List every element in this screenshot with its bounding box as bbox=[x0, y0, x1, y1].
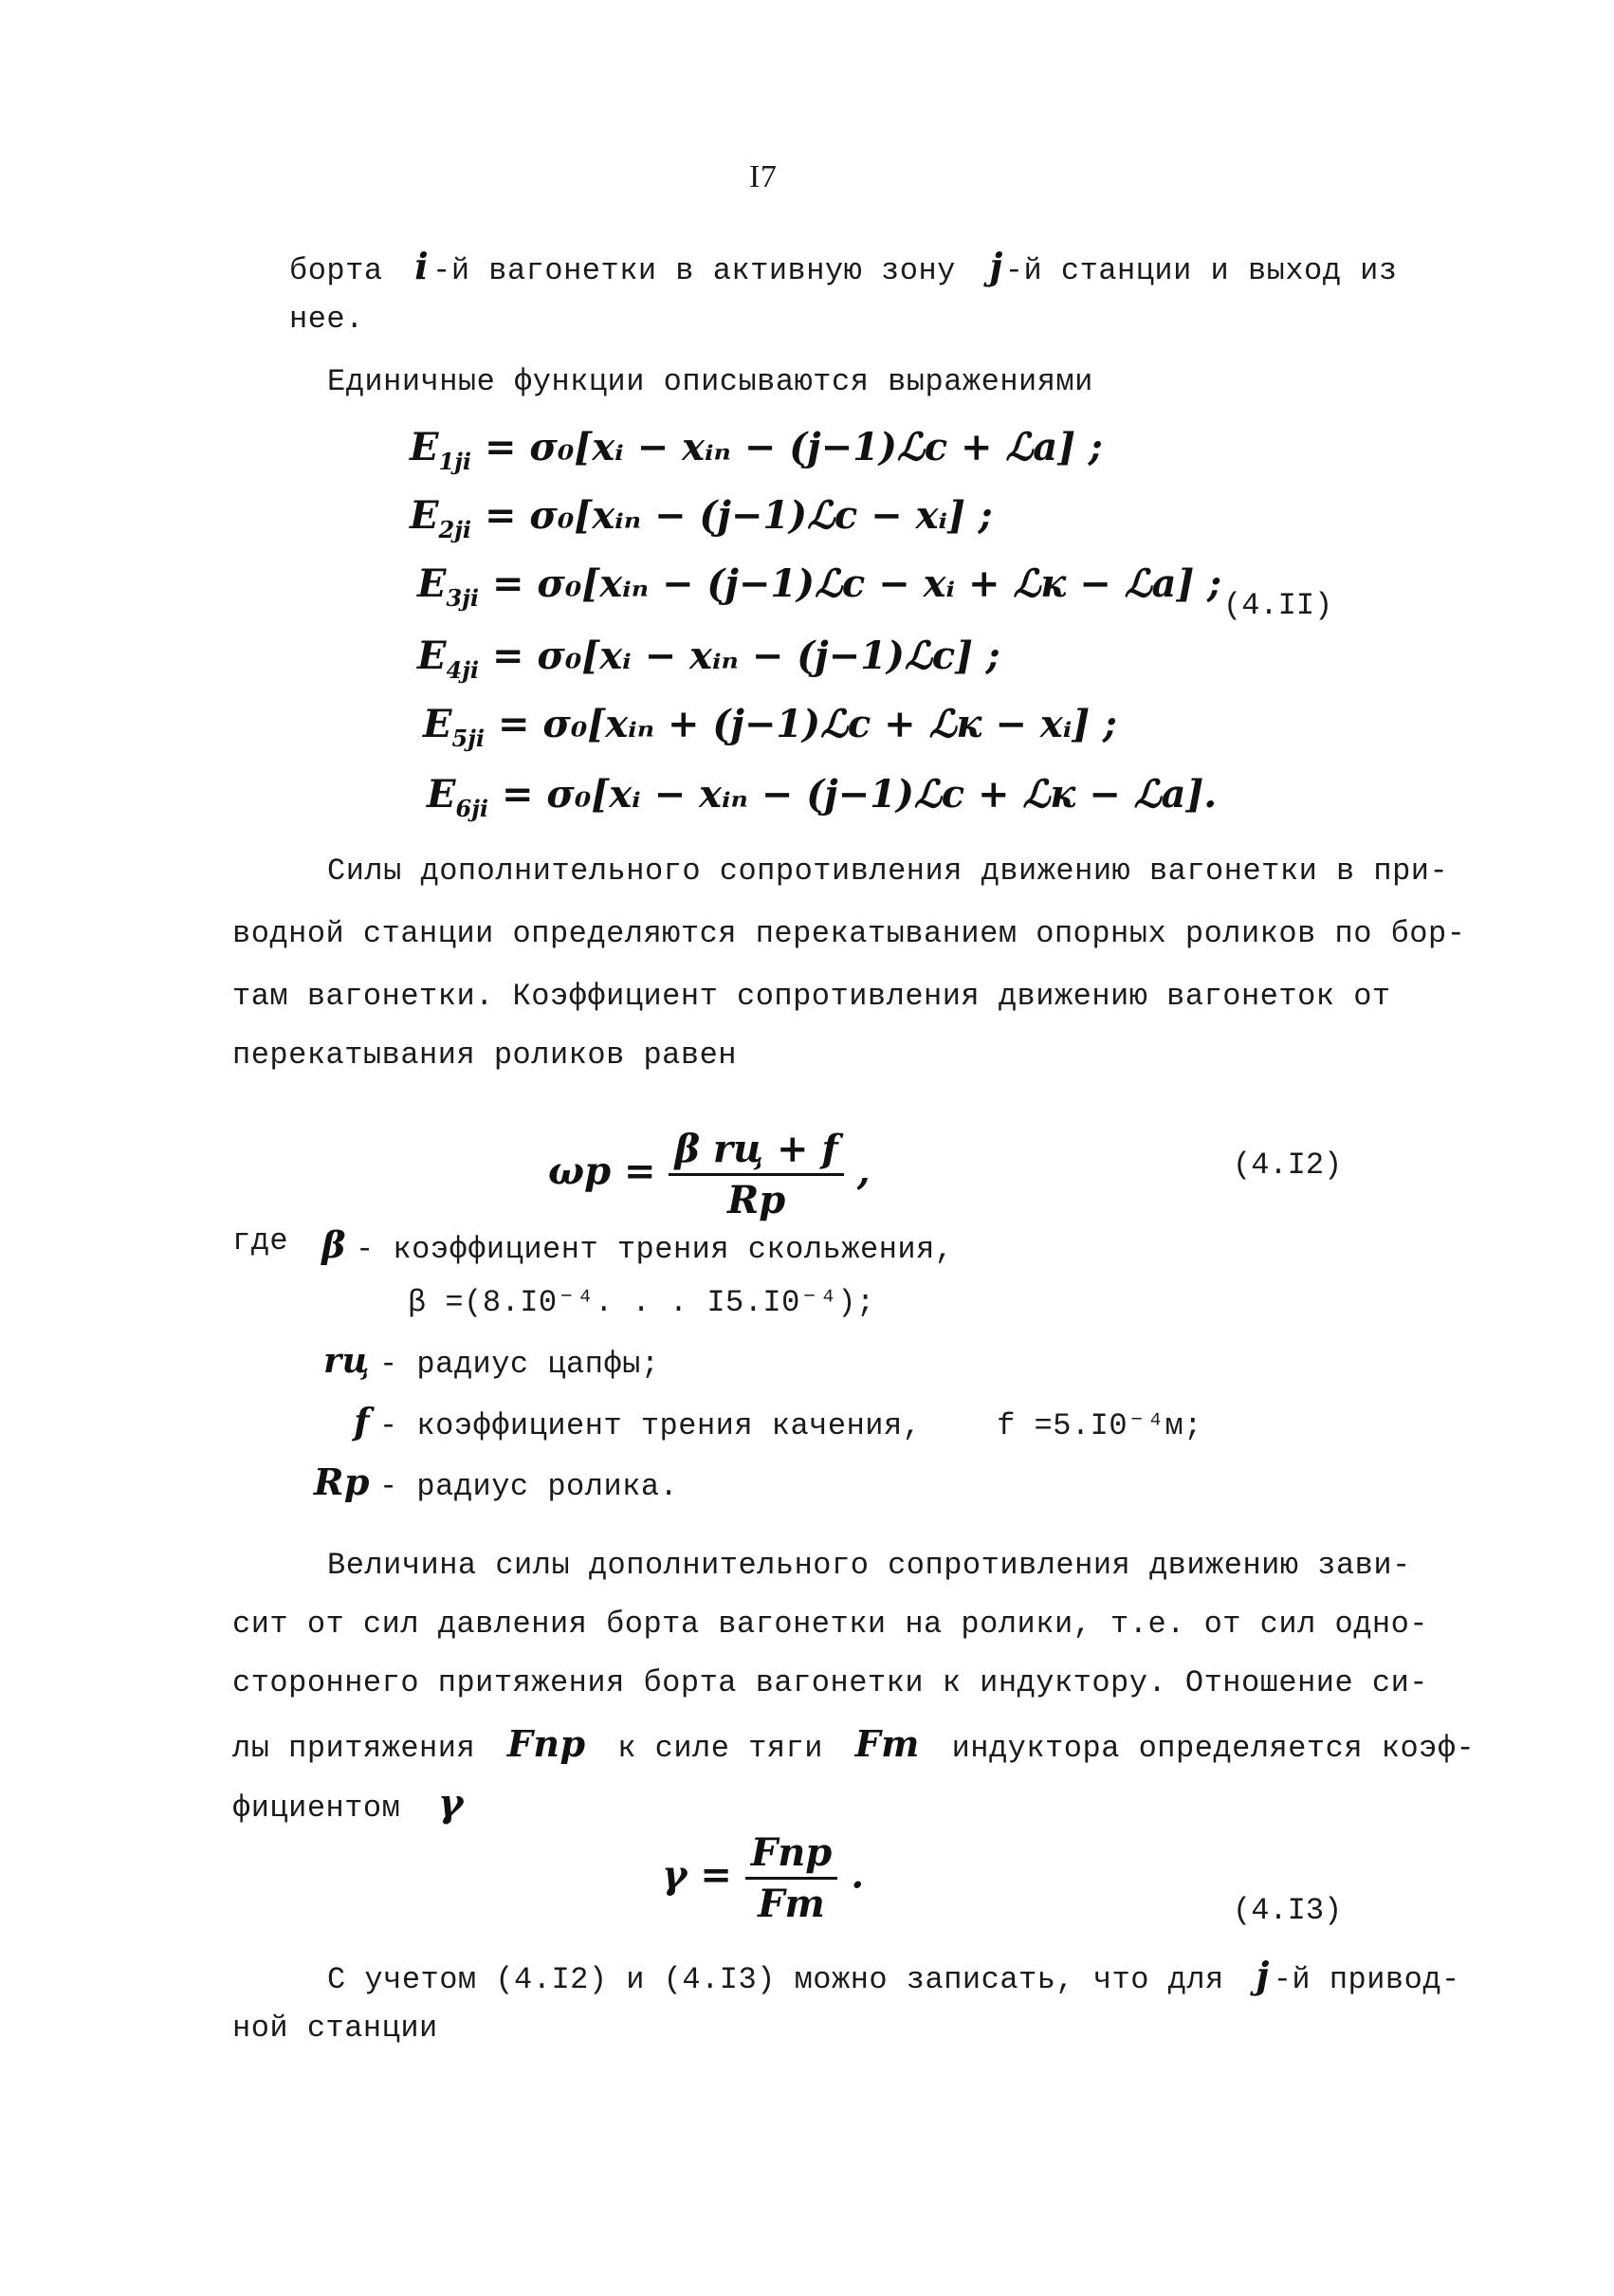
symbol-f: f bbox=[354, 1400, 370, 1442]
para3-line1: Силы дополнительного сопротивления движению вагонетки в при- bbox=[327, 854, 1449, 889]
eq-row-6: $E_{6ji}$ = σ₀[xᵢ − xᵢₙ − (j−1)ℒc + ℒк − ℒa]. bbox=[427, 772, 1218, 822]
eq413-numerator: Fпр bbox=[745, 1830, 837, 1880]
legend-item-beta: β - коэффициент трения скольжения, bbox=[289, 1223, 954, 1267]
para4-line4: лы притяжения Fпр к силе тяги Fт индуктора определяется коэф- bbox=[232, 1722, 1476, 1766]
para4-line1: Величина силы дополнительного сопротивления движению зави- bbox=[327, 1548, 1411, 1583]
symbol-F-t: Fт bbox=[854, 1722, 920, 1765]
para4-line3: стороннего притяжения борта вагонетки к индуктору. Отношение си- bbox=[232, 1665, 1428, 1700]
eq-number-4-I2: (4.I2) bbox=[1233, 1148, 1343, 1183]
symbol-gamma: γ bbox=[438, 1781, 464, 1826]
eq-number-4-II: (4.II) bbox=[1223, 588, 1333, 623]
para1-text-c: -й станции и выход из bbox=[1004, 253, 1398, 288]
var-j-2: j bbox=[1256, 1954, 1270, 1996]
para2-line: Единичные функции описываются выражениями bbox=[327, 364, 1093, 399]
eq-row-1: $E_{1ji}$ = σ₀[xᵢ − xᵢₙ − (j−1)ℒc + ℒa] ; bbox=[410, 425, 1103, 475]
eq412-fraction bbox=[669, 1127, 843, 1222]
para3-line3: там вагонетки. Коэффициент сопротивления движению вагонеток от bbox=[232, 979, 1391, 1014]
legend-f-value: f =5.I0⁻⁴м; bbox=[997, 1408, 1202, 1443]
eq-row-4: $E_{4ji}$ = σ₀[xᵢ − xᵢₙ − (j−1)ℒc] ; bbox=[417, 634, 1000, 684]
para5-line2: ной станции bbox=[232, 2011, 438, 2046]
legend-item-f: f - коэффициент трения качения, f =5.I0⁻⁴м; bbox=[313, 1400, 1202, 1443]
legend-item-rp: Rp - радиус ролика. bbox=[313, 1460, 679, 1504]
eq-row-2: $E_{2ji}$ = σ₀[xᵢₙ − (j−1)ℒc − xᵢ] ; bbox=[410, 493, 993, 543]
legend-where: где bbox=[232, 1223, 289, 1258]
para1-line1 bbox=[289, 245, 1398, 288]
var-i: i bbox=[414, 245, 430, 287]
eq412-tail: , bbox=[856, 1148, 871, 1194]
eq413-lhs: γ = bbox=[662, 1852, 732, 1898]
legend-item-r: rц - радиус цапфы; bbox=[313, 1341, 660, 1382]
para3-line2: водной станции определяются перекатыванием опорных роликов по бор- bbox=[232, 916, 1466, 951]
symbol-R-p: Rp bbox=[313, 1460, 370, 1503]
eq412-numerator: β rц + f bbox=[669, 1127, 843, 1176]
eq-4-I2 bbox=[548, 1127, 871, 1222]
symbol-F-pr: Fпр bbox=[506, 1722, 586, 1765]
para1-line2: нее. bbox=[289, 302, 364, 337]
para4-line2: сит от сил давления борта вагонетки на ролики, т.е. от сил одно- bbox=[232, 1607, 1428, 1642]
eq-row-3: $E_{3ji}$ = σ₀[xᵢₙ − (j−1)ℒc − xᵢ + ℒк − ℒa] ; bbox=[417, 561, 1221, 612]
eq413-fraction bbox=[745, 1830, 837, 1926]
page-number: I7 bbox=[749, 159, 778, 194]
para4-line5: фициентом γ bbox=[232, 1781, 464, 1826]
legend-item-beta-range: β =(8.I0⁻⁴. . . I5.I0⁻⁴); bbox=[408, 1285, 875, 1320]
para3-line4: перекатывания роликов равен bbox=[232, 1038, 737, 1073]
symbol-r-c: rц bbox=[323, 1341, 370, 1381]
para1-text-b: -й вагонетки в активную зону bbox=[432, 253, 956, 288]
eq-row-5: $E_{5ji}$ = σ₀[xᵢₙ + (j−1)ℒc + ℒк − xᵢ] ; bbox=[423, 702, 1117, 752]
eq412-lhs: ωp = bbox=[548, 1148, 656, 1194]
var-j: j bbox=[989, 245, 1003, 287]
eq-number-4-I3: (4.I3) bbox=[1233, 1893, 1343, 1928]
eq412-denominator: Rp bbox=[726, 1178, 786, 1222]
eq413-denominator: Fт bbox=[758, 1882, 825, 1926]
para1-text-a: борта bbox=[289, 253, 383, 288]
eq413-tail: . bbox=[851, 1852, 865, 1898]
eq-4-I3 bbox=[662, 1830, 864, 1926]
para5-line1: С учетом (4.I2) и (4.I3) можно записать, что для j -й привод- bbox=[327, 1954, 1460, 1997]
symbol-beta: β bbox=[321, 1223, 346, 1266]
